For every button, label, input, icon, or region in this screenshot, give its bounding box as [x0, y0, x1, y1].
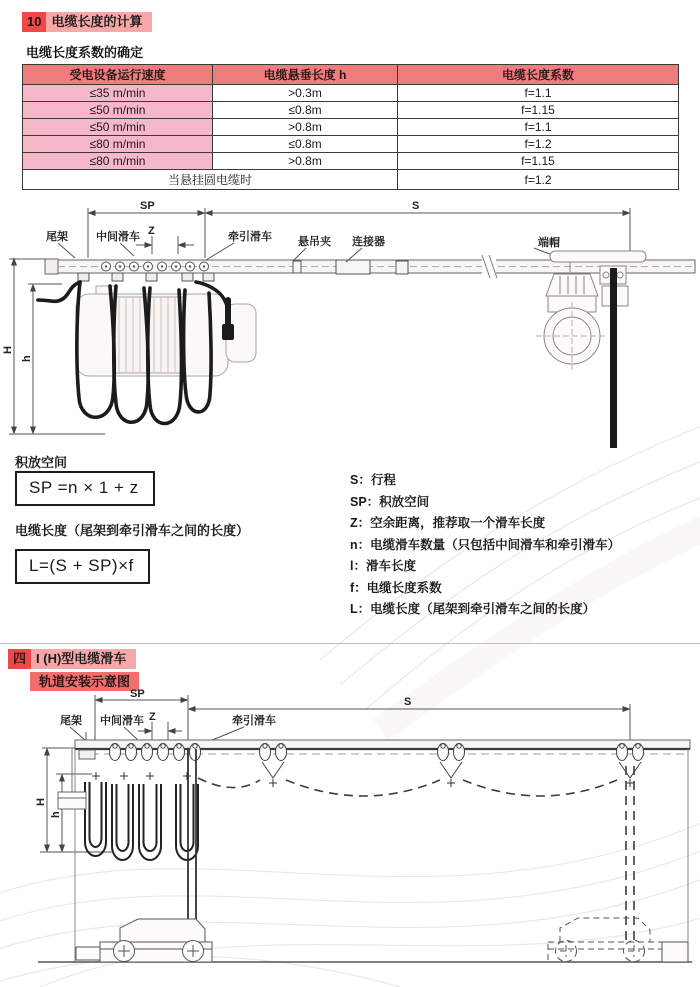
towing-trolley-label: 牵引滑车: [232, 715, 276, 727]
section2-header: [8, 649, 136, 669]
attachment-marks: [92, 772, 634, 787]
tail-bracket-label: 尾架: [60, 715, 82, 727]
cell-sag: >0.3m: [213, 85, 398, 102]
connector-label: 连接器: [352, 236, 385, 248]
table-row: [23, 136, 679, 153]
end-stop-block: [662, 942, 688, 962]
dim-s-label: S: [412, 200, 420, 212]
dim-H-label: H: [2, 346, 14, 354]
col-header-sag: 电缆悬垂长度 h: [213, 65, 398, 85]
legend-item-n: n：电缆滑车数量（只包括中间滑车和牵引滑车）: [350, 537, 621, 552]
towing-trolley-label: 牵引滑车: [228, 231, 272, 243]
festoon-system-diagram: [0, 198, 700, 450]
dim-z-label: Z: [149, 711, 156, 723]
dim-h-label: h: [21, 355, 33, 362]
dim-z-label: Z: [148, 225, 155, 237]
cell-sag: ≤0.8m: [213, 102, 398, 119]
symbol-legend: [350, 470, 620, 621]
cell-coefficient: f=1.2: [398, 136, 679, 153]
trolley-vehicle-moved: [548, 918, 662, 962]
cable-coefficient-table: [22, 64, 679, 190]
dim-s-label: S: [404, 696, 412, 708]
cell-speed: ≤80 m/min: [23, 136, 213, 153]
cell-speed: ≤50 m/min: [23, 102, 213, 119]
middle-trolley-label: 中间滑车: [100, 715, 144, 727]
tail-bracket-label: 尾架: [46, 231, 68, 243]
cell-sag: >0.8m: [213, 153, 398, 170]
catenary-cables: [198, 766, 634, 941]
table-row: [23, 119, 679, 136]
col-header-speed: 受电设备运行速度: [23, 65, 213, 85]
col-header-coefficient: 电缆长度系数: [398, 65, 679, 85]
legend-item-l: l：滑车长度: [350, 559, 416, 573]
storage-space-title: 积放空间: [15, 455, 68, 470]
section-divider: [0, 643, 700, 644]
middle-trolley-label: 中间滑车: [96, 231, 140, 243]
legend-item-SP: SP：积放空间: [350, 494, 430, 509]
section1-subtitle: 电缆长度系数的确定: [26, 45, 144, 60]
suspension-clamp-label: 悬吊夹: [298, 236, 331, 248]
cell-sag: ≤0.8m: [213, 136, 398, 153]
cable-length-formula: L=(S + SP)×f: [15, 549, 150, 584]
track-install-subtitle: 轨道安装示意图: [30, 672, 139, 691]
end-cap-label: 端帽: [538, 237, 560, 249]
dim-h-label: h: [50, 811, 62, 818]
legend-item-L: L：电缆长度（尾架到牵引滑车之间的长度）: [350, 602, 596, 616]
trolley-vehicle: [76, 919, 212, 962]
cell-speed: ≤80 m/min: [23, 153, 213, 170]
cell-speed: ≤50 m/min: [23, 119, 213, 136]
legend-item-f: f：电缆长度系数: [350, 580, 442, 595]
cell-round-cable-note: 当悬挂圆电缆时: [23, 170, 398, 190]
cell-coefficient: f=1.15: [398, 153, 679, 170]
dim-H-label: H: [35, 798, 47, 806]
cable-length-title: 电缆长度（尾架到牵引滑车之间的长度）: [15, 523, 250, 538]
section1-header: [22, 12, 152, 32]
legend-item-S: S：行程: [350, 473, 396, 487]
cell-coefficient: f=1.1: [398, 85, 679, 102]
cell-speed: ≤35 m/min: [23, 85, 213, 102]
dim-sp-label: SP: [130, 688, 145, 700]
track-installation-diagram: [0, 688, 700, 987]
cell-coefficient: f=1.15: [398, 102, 679, 119]
cell-sag: >0.8m: [213, 119, 398, 136]
table-header-row: [23, 65, 679, 85]
festoon-loop-outlines: [85, 782, 198, 860]
storage-space-formula: SP =n × 1 + z: [15, 471, 155, 506]
section2-number-badge: 四: [8, 649, 31, 669]
cell-coefficient: f=1.2: [398, 170, 679, 190]
section1-title: 电缆长度的计算: [46, 12, 152, 32]
end-cable-bar: [610, 268, 617, 448]
vertical-cable-drop: [188, 749, 196, 934]
table-footer-row: [23, 170, 679, 190]
section1-number-badge: 10: [22, 12, 46, 32]
dim-sp-label: SP: [140, 200, 155, 212]
section2-title: I (H)型电缆滑车: [31, 649, 136, 669]
table-row: [23, 153, 679, 170]
table-row: [23, 102, 679, 119]
cell-coefficient: f=1.1: [398, 119, 679, 136]
legend-item-Z: Z：空余距离，推荐取一个滑车长度: [350, 516, 546, 530]
table-row: [23, 85, 679, 102]
end-hoist-assembly: [536, 251, 646, 448]
